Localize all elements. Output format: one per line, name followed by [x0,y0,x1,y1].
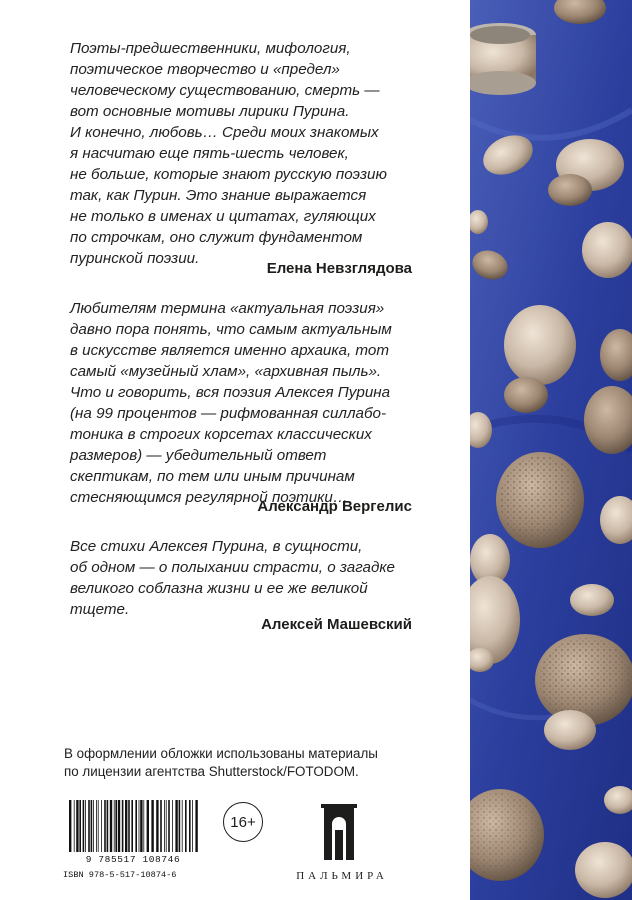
credits-line: В оформлении обложки использованы материалы [64,746,378,761]
quote-author-mashevsky: Алексей Машевский [261,616,412,633]
age-rating-badge: 16+ [223,802,263,842]
isbn-number: ISBN 978-5-517-10874-6 [63,870,177,880]
arch-door-logo-icon [318,800,360,860]
quote-line: тщете. [70,601,130,618]
quote-line: Все стихи Алексея Пурина, в сущности, [70,538,363,555]
quote-author-nevzglyadova: Елена Невзглядова [266,260,412,277]
quote-vergelis [70,298,415,508]
quote-line: Что и говорить, вся поэзия Алексея Пурина [70,384,391,401]
quote-line: давно пора понять, что самым актуальным [70,321,392,338]
quote-line: не больше, которые знают русскую поэзию [70,166,387,183]
quote-line: размеров) — убедительный ответ [70,447,327,464]
quote-line: самый «музейный хлам», «архивная пыль». [70,363,382,380]
publisher-name: ПАЛЬМИРА [296,870,388,882]
publisher-mark [298,800,408,885]
cover-photo-clay-figurines [470,0,632,900]
quote-line: пуринской поэзии. [70,250,200,267]
barcode-bars-icon [63,800,203,852]
credits-line: по лицензии агентства Shutterstock/FOTODOM. [64,764,359,779]
quote-mashevsky [70,536,415,620]
quote-line: так, как Пурин. Это знание выражается [70,187,367,204]
quote-line: по строчкам, оно служит фундаментом [70,229,363,246]
quote-line: (на 99 процентов — рифмованная силлабо- [70,405,387,422]
quote-line: Любителям термина «актуальная поэзия» [70,300,385,317]
quote-nevzglyadova [70,38,415,269]
quote-line: вот основные мотивы лирики Пурина. [70,103,350,120]
quote-line: стесняющимся регулярной поэтики… [70,489,348,506]
quote-line: великого соблазна жизни и ее же великой [70,580,368,597]
quote-line: в искусстве является именно архаика, тот [70,342,389,359]
quote-line: поэтическое творчество и «предел» [70,61,340,78]
quote-line: я насчитаю еще пять-шесть человек, [70,145,349,162]
quote-line: тоника в строгих корсетах классических [70,426,372,443]
barcode-digits: 9 785517 108746 [85,854,181,865]
quote-author-vergelis: Александр Вергелис [257,498,412,515]
image-credits [64,745,378,781]
isbn-barcode [63,800,203,880]
quote-line: об одном — о полыхании страсти, о загадке [70,559,395,576]
quote-line: скептикам, по тем или иным причинам [70,468,355,485]
quote-line: И конечно, любовь… Среди моих знакомых [70,124,379,141]
quote-line: не только в именах и цитатах, гуляющих [70,208,376,225]
quote-line: человеческому существованию, смерть — [70,82,380,99]
clay-figurines-photo [470,0,632,900]
quote-line: Поэты-предшественники, мифология, [70,40,351,57]
